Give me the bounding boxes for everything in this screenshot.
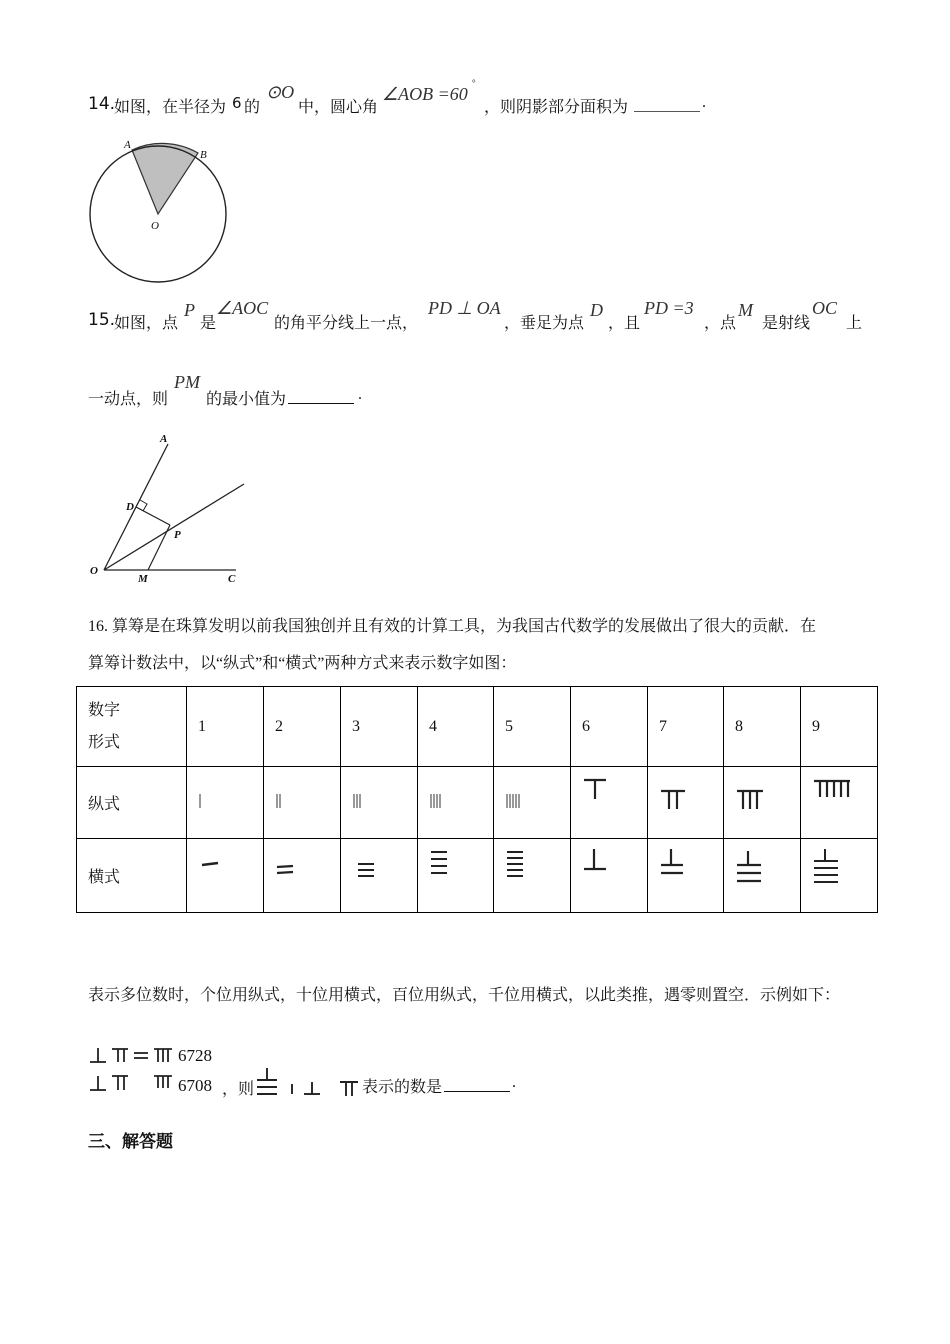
- vertical-form-row: [77, 767, 878, 839]
- rod-cell: [494, 839, 571, 913]
- digit-cell: [187, 687, 264, 767]
- digit-cell: [648, 687, 724, 767]
- q14-text-3: 中，圆心角: [298, 99, 379, 116]
- vertical-rod-8: [735, 787, 769, 813]
- example-1-value: 6728: [178, 1046, 212, 1065]
- rod-cell: [571, 839, 648, 913]
- table-header-row: [77, 687, 878, 767]
- horizontal-rod-5: [505, 849, 535, 881]
- digit-cell: [571, 687, 648, 767]
- example-1-rods: [88, 1046, 176, 1066]
- rod-cell: [801, 767, 878, 839]
- q14-label-b: B: [200, 149, 207, 161]
- q15-number: 15.: [88, 310, 116, 330]
- q15-figure: [86, 428, 250, 588]
- rod-cell: [264, 839, 341, 913]
- q15-point-p: P: [184, 300, 195, 320]
- digit-cell: [494, 687, 571, 767]
- rod-cell: [341, 839, 418, 913]
- rod-cell: [724, 839, 801, 913]
- horizontal-rod-4: [429, 849, 459, 879]
- q14-period: .: [702, 94, 706, 111]
- digit-1: 1: [198, 717, 206, 735]
- digit-5: 5: [505, 717, 513, 735]
- row-label-horizontal: 横式: [77, 839, 187, 913]
- header-label-digit: 数字: [88, 701, 121, 719]
- rod-cell: [418, 767, 494, 839]
- q14-figure: [86, 136, 234, 286]
- q14-circle-o: ⊙O: [266, 82, 295, 102]
- row-label-vertical: 纵式: [77, 767, 187, 839]
- q15-angle-aoc: ∠AOC: [216, 298, 269, 318]
- rod-cell: [264, 767, 341, 839]
- q14-label-a: A: [124, 139, 131, 151]
- q15-text-7: 是射线: [762, 315, 811, 332]
- rod-cell: [571, 767, 648, 839]
- q15-label-a: A: [160, 433, 168, 445]
- vertical-rod-4: [429, 788, 459, 812]
- q15-point-m: M: [738, 300, 753, 320]
- horizontal-rod-7: [659, 847, 693, 879]
- q15-pm: PM: [174, 372, 200, 392]
- q15-text-2: 是: [200, 315, 217, 332]
- q14-number: 14.: [88, 94, 116, 114]
- q15-bisector: [104, 484, 244, 570]
- horizontal-rod-9: [812, 847, 846, 893]
- vertical-rod-1: [198, 788, 228, 812]
- digit-6: 6: [582, 717, 590, 735]
- rod-cell: [648, 839, 724, 913]
- rod-cell: [724, 767, 801, 839]
- counting-rod-table: [76, 686, 878, 913]
- q14-shaded-sector: [132, 143, 198, 214]
- q16-line-2: 算筹计数法中，以“纵式”和“横式”两种方式来表示数字如图：: [88, 655, 517, 672]
- q15-label-m: M: [138, 573, 148, 585]
- horizontal-rod-2: [275, 861, 305, 881]
- vertical-rod-5: [505, 788, 535, 812]
- example-2-separator: ，则: [222, 1081, 255, 1098]
- rod-cell: [187, 767, 264, 839]
- q14-angle: ∠AOB =60: [382, 84, 468, 104]
- q14-label-o: O: [151, 220, 159, 232]
- horizontal-rod-8: [735, 849, 769, 889]
- header-label-cell: [77, 687, 187, 767]
- digit-3: 3: [352, 717, 360, 735]
- digit-7: 7: [659, 717, 667, 735]
- digit-cell: [264, 687, 341, 767]
- digit-cell: [341, 687, 418, 767]
- horizontal-rod-3: [352, 859, 382, 883]
- digit-8: 8: [735, 717, 743, 735]
- q15-ray-oc: OC: [812, 298, 838, 318]
- rod-cell: [801, 839, 878, 913]
- vertical-rod-9: [812, 777, 856, 803]
- q15-segment-pd: [136, 507, 170, 525]
- question-rods: [254, 1066, 364, 1100]
- q15-label-o: O: [90, 565, 98, 577]
- q15-text-4: ，垂足为点: [504, 315, 585, 332]
- vertical-rod-3: [352, 788, 382, 812]
- rod-cell: [418, 839, 494, 913]
- header-label-form: 形式: [88, 733, 121, 751]
- q14-answer-blank[interactable]: [634, 96, 700, 112]
- digit-cell: [801, 687, 878, 767]
- example-2-value: 6708: [178, 1076, 212, 1095]
- digit-cell: [724, 687, 801, 767]
- q14-degree: °: [472, 78, 476, 88]
- horizontal-rod-1: [198, 857, 228, 877]
- q16-line-1: 16. 算筹是在珠算发明以前我国独创并且有效的计算工具，为我国古代数学的发展做出了很大的贡献．在: [88, 618, 817, 635]
- q15-label-c: C: [228, 573, 236, 585]
- q14-text-4: ，则阴影部分面积为: [484, 99, 629, 116]
- q15-line2-text-b: 的最小值为: [206, 391, 287, 408]
- digit-4: 4: [429, 717, 437, 735]
- horizontal-form-row: [77, 839, 878, 913]
- vertical-rod-2: [275, 788, 305, 812]
- q15-text-8: 上: [846, 315, 863, 332]
- digit-9: 9: [812, 717, 820, 735]
- vertical-rod-7: [659, 787, 693, 813]
- q16-tail-text: 表示的数是: [362, 1079, 443, 1096]
- q15-label-p: P: [174, 529, 181, 541]
- q15-answer-blank[interactable]: [288, 388, 354, 404]
- q15-label-d: D: [126, 501, 134, 513]
- q16-rule: 表示多位数时，个位用纵式，十位用横式，百位用纵式，千位用横式，以此类推，遇零则置空．示例如下：: [88, 987, 841, 1004]
- q14-text-1: 如图，在半径为: [114, 99, 227, 116]
- q15-text-1: 如图，点: [114, 315, 179, 332]
- q15-period: .: [358, 386, 362, 403]
- digit-2: 2: [275, 717, 283, 735]
- q15-text-3: 的角平分线上一点，: [274, 315, 419, 332]
- rod-cell: [494, 767, 571, 839]
- q14-text-2: 的: [244, 99, 261, 116]
- rod-cell: [187, 839, 264, 913]
- horizontal-rod-6: [582, 847, 616, 875]
- q15-point-d: D: [590, 300, 603, 320]
- q15-perp: PD ⊥ OA: [428, 298, 501, 318]
- q14-radius: 6: [232, 94, 242, 112]
- vertical-rod-6: [582, 775, 616, 805]
- q15-line2-text-a: 一动点，则: [88, 391, 169, 408]
- q15-text-5: ，且: [608, 315, 641, 332]
- q16-period: .: [512, 1074, 516, 1091]
- q15-text-6: ，点: [704, 315, 737, 332]
- section-3-title: 三、解答题: [88, 1132, 173, 1152]
- q16-answer-blank[interactable]: [444, 1076, 510, 1092]
- q15-pd-eq: PD =3: [644, 298, 694, 318]
- example-2-rods: [88, 1072, 176, 1094]
- rod-cell: [648, 767, 724, 839]
- q15-segment-pm: [148, 525, 170, 570]
- rod-cell: [341, 767, 418, 839]
- digit-cell: [418, 687, 494, 767]
